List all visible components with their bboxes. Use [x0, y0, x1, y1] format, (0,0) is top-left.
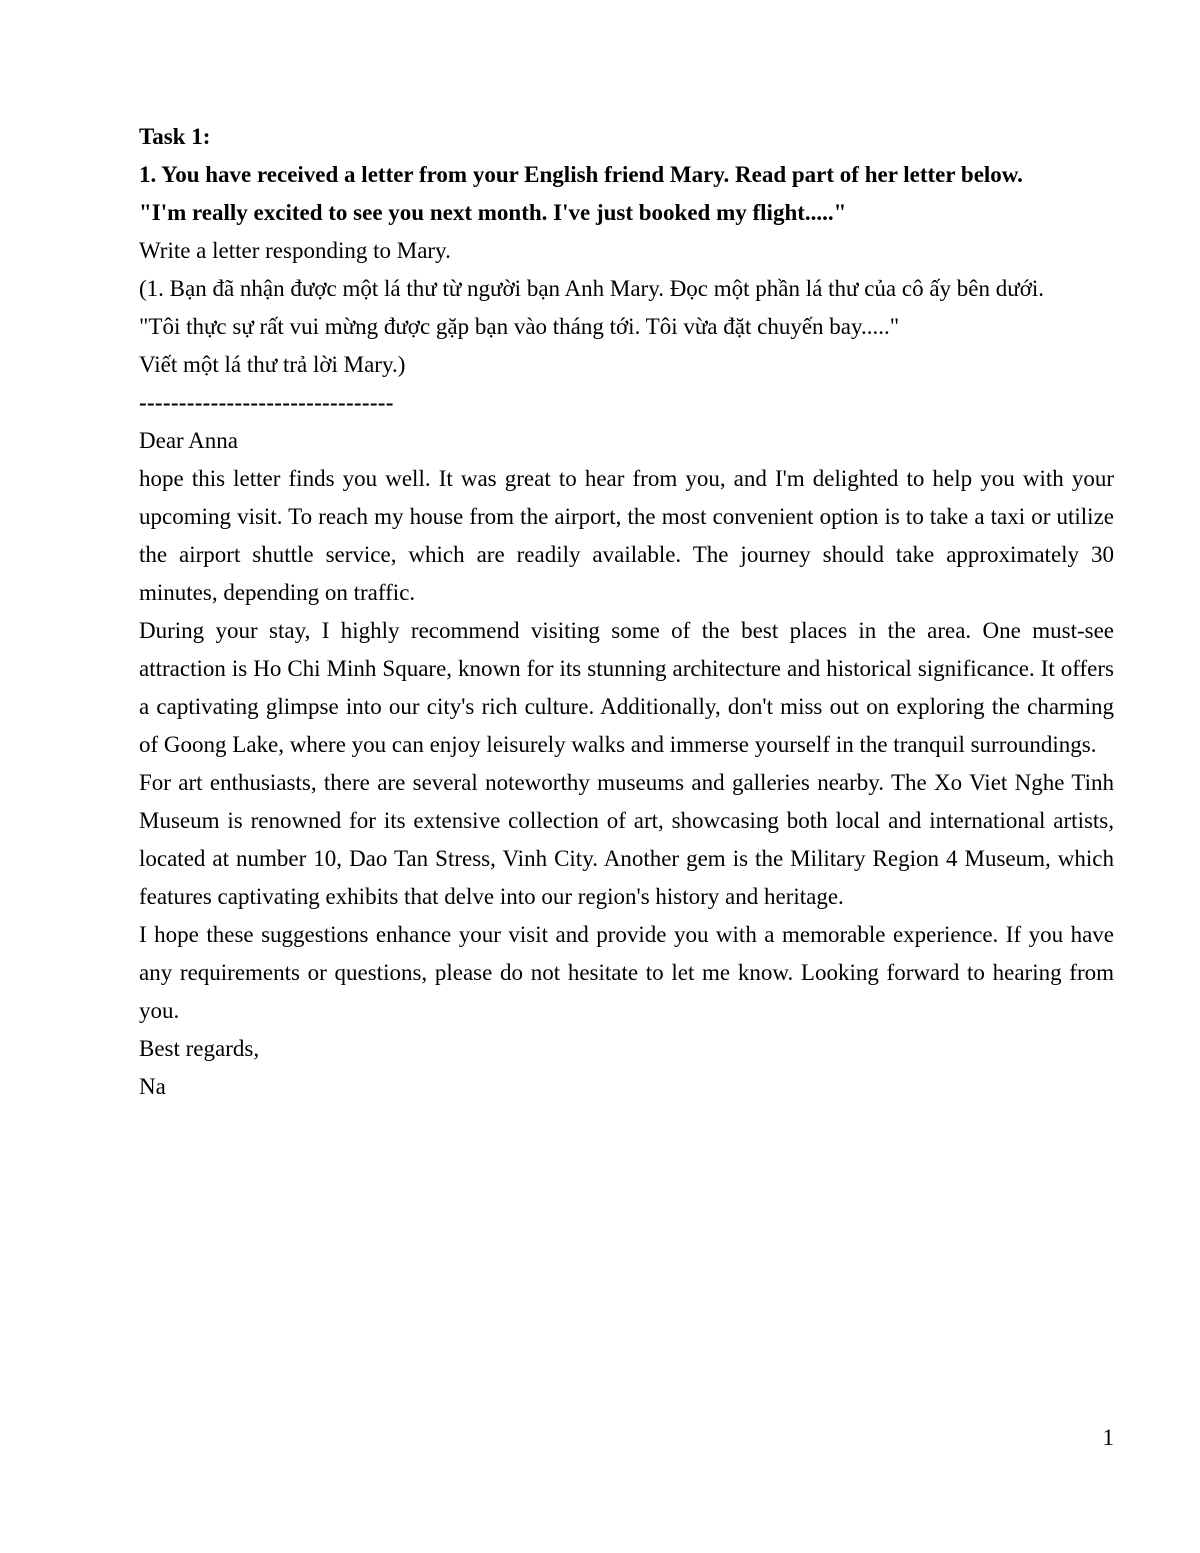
letter-paragraph-1: hope this letter finds you well. It was great to hear from you, and I'm delighted to help you with your upcoming visit. To reach my house from the airport, the most convenient option is to take a taxi or utilize the airport shuttle service, which are readily available. The journey should take approximately 30 minutes, depending on traffic.: [139, 466, 1114, 605]
letter-paragraph-4: I hope these suggestions enhance your visit and provide you with a memorable experience. If you have any requirements or questions, please do not hesitate to let me know. Looking forward to hearing from you.: [139, 922, 1114, 1023]
letter-closing: Best regards,: [139, 1036, 260, 1061]
letter-paragraph-3: For art enthusiasts, there are several noteworthy museums and galleries nearby. The Xo Viet Nghe Tinh Museum is renowned for its extensive collection of art, showcasing both local and international artists, located at number 10, Dao Tan Stress, Vinh City. Another gem is the Military Region 4 Museum, which features captivating exhibits that delve into our region's history and heritage.: [139, 770, 1114, 909]
task-quote-en: "I'm really excited to see you next month. I've just booked my flight.....": [139, 200, 847, 225]
letter-salutation: Dear Anna: [139, 428, 238, 453]
task-title: Task 1:: [139, 124, 211, 149]
letter-signature: Na: [139, 1074, 166, 1099]
task-instruction-vi: Viết một lá thư trả lời Mary.): [139, 352, 406, 377]
document-page: [139, 118, 1114, 1106]
task-prompt-vi: (1. Bạn đã nhận được một lá thư từ người bạn Anh Mary. Đọc một phần lá thư của cô ấy bên dưới.: [139, 276, 1045, 301]
task-quote-vi: "Tôi thực sự rất vui mừng được gặp bạn vào tháng tới. Tôi vừa đặt chuyến bay.....": [139, 314, 900, 339]
page-number: 1: [1102, 1425, 1114, 1450]
letter-paragraph-2: During your stay, I highly recommend visiting some of the best places in the area. One must-see attraction is Ho Chi Minh Square, known for its stunning architecture and historical significance. It offers a captivating glimpse into our city's rich culture. Additionally, don't miss out on exploring the charming of Goong Lake, where you can enjoy leisurely walks and immerse yourself in the tranquil surroundings.: [139, 618, 1114, 757]
separator-line: --------------------------------: [139, 390, 394, 415]
task-prompt-en: 1. You have received a letter from your English friend Mary. Read part of her letter below.: [139, 162, 1023, 187]
task-instruction-en: Write a letter responding to Mary.: [139, 238, 451, 263]
